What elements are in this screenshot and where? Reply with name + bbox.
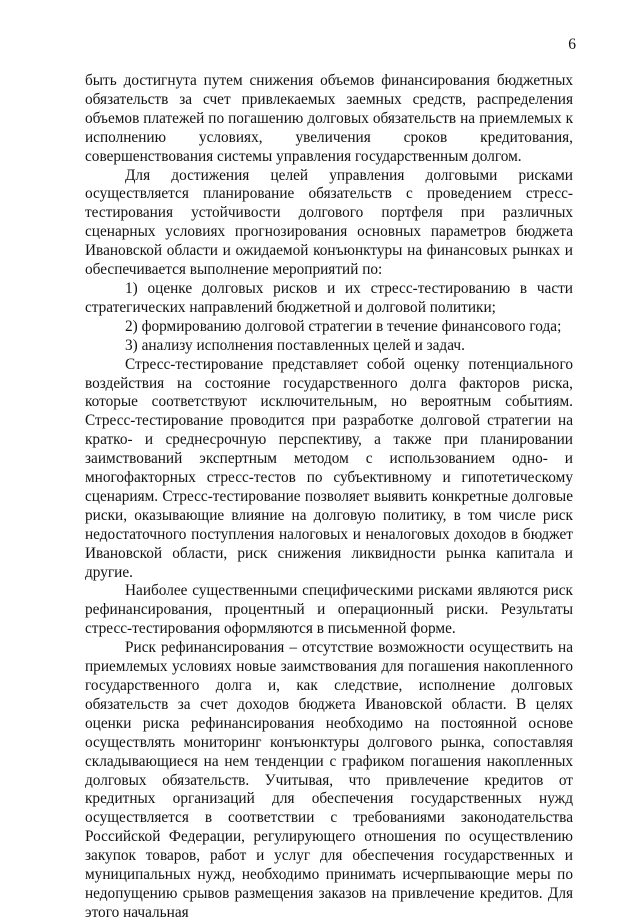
list-item-3: 3) анализу исполнения поставленных целей и задач. [125, 336, 465, 354]
document-body [85, 72, 573, 923]
paragraph-continuation: быть достигнута путем снижения объемов финансирования бюджетных обязательств за счет привлекаемых заемных средств, распределения объемов платежей по погашению долговых обязательств на приемлемых к исполнению условиях, увеличения сроков кредитования, совершенствования системы управления государственным долгом. [85, 72, 573, 165]
paragraph-specific-risks: Наиболее существенными специфическими рисками являются риск рефинансирования, процентный и операционный риски. Результаты стресс-тестирования оформляются в письменной форме. [85, 582, 573, 638]
paragraph-refinancing-risk: Риск рефинансирования – отсутствие возможности осуществить на приемлемых условиях новые заимствования для погашения накопленного государственного долга и, как следствие, исполнение долговых обязательств за счет доходов бюджета Ивановской области. В целях оценки риска рефинансирования необходимо на постоянной основе осуществлять мониторинг конъюнктуры долгового рынка, сопоставляя складывающиеся на нем тенденции с графиком погашения накопленных долговых обязательств. Учитывая, что привлечение кредитов от кредитных организаций для обеспечения государственных нужд осуществляется в соответствии с требованиями законодательства Российской Федерации, регулирующего отношения по осуществлению закупок товаров, работ и услуг для обеспечения государственных и муниципальных нужд, необходимо принимать исчерпывающие меры по недопущению срывов размещения заказов на привлечение кредитов. Для этого начальная [85, 639, 573, 921]
paragraph-stress-testing: Стресс-тестирование представляет собой оценку потенциального воздействия на состояние государственного долга факторов риска, которые соответствуют исключительным, но вероятным событиям. Стресс-тестирование проводится при разработке долговой стратегии на кратко- и среднесрочную перспективу, а также при планировании заимствований экспертным методом с использованием одно- и многофакторных стресс-тестов по субъективному и гипотетическому сценариям. Стресс-тестирование позволяет выявить конкретные долговые риски, оказывающие влияние на долговую политику, в том числе риск недостаточного поступления налоговых и неналоговых доходов в бюджет Ивановской области, риск снижения ликвидности рынка капитала и другие. [85, 355, 573, 581]
paragraph-risk-management: Для достижения целей управления долговыми рисками осуществляется планирование обязательств с проведением стресс-тестирования устойчивости долгового портфеля при различных сценарных условиях прогнозирования основных параметров бюджета Ивановской области и ожидаемой конъюнктуры на финансовых рынках и обеспечивается выполнение мероприятий по: [85, 166, 573, 279]
list-item-1: 1) оценке долговых рисков и их стресс-тестированию в части стратегических направлений бюджетной и долговой политики; [85, 279, 573, 316]
page-number: 6 [568, 36, 576, 53]
list-item-2: 2) формированию долговой стратегии в течение финансового года; [125, 317, 562, 335]
